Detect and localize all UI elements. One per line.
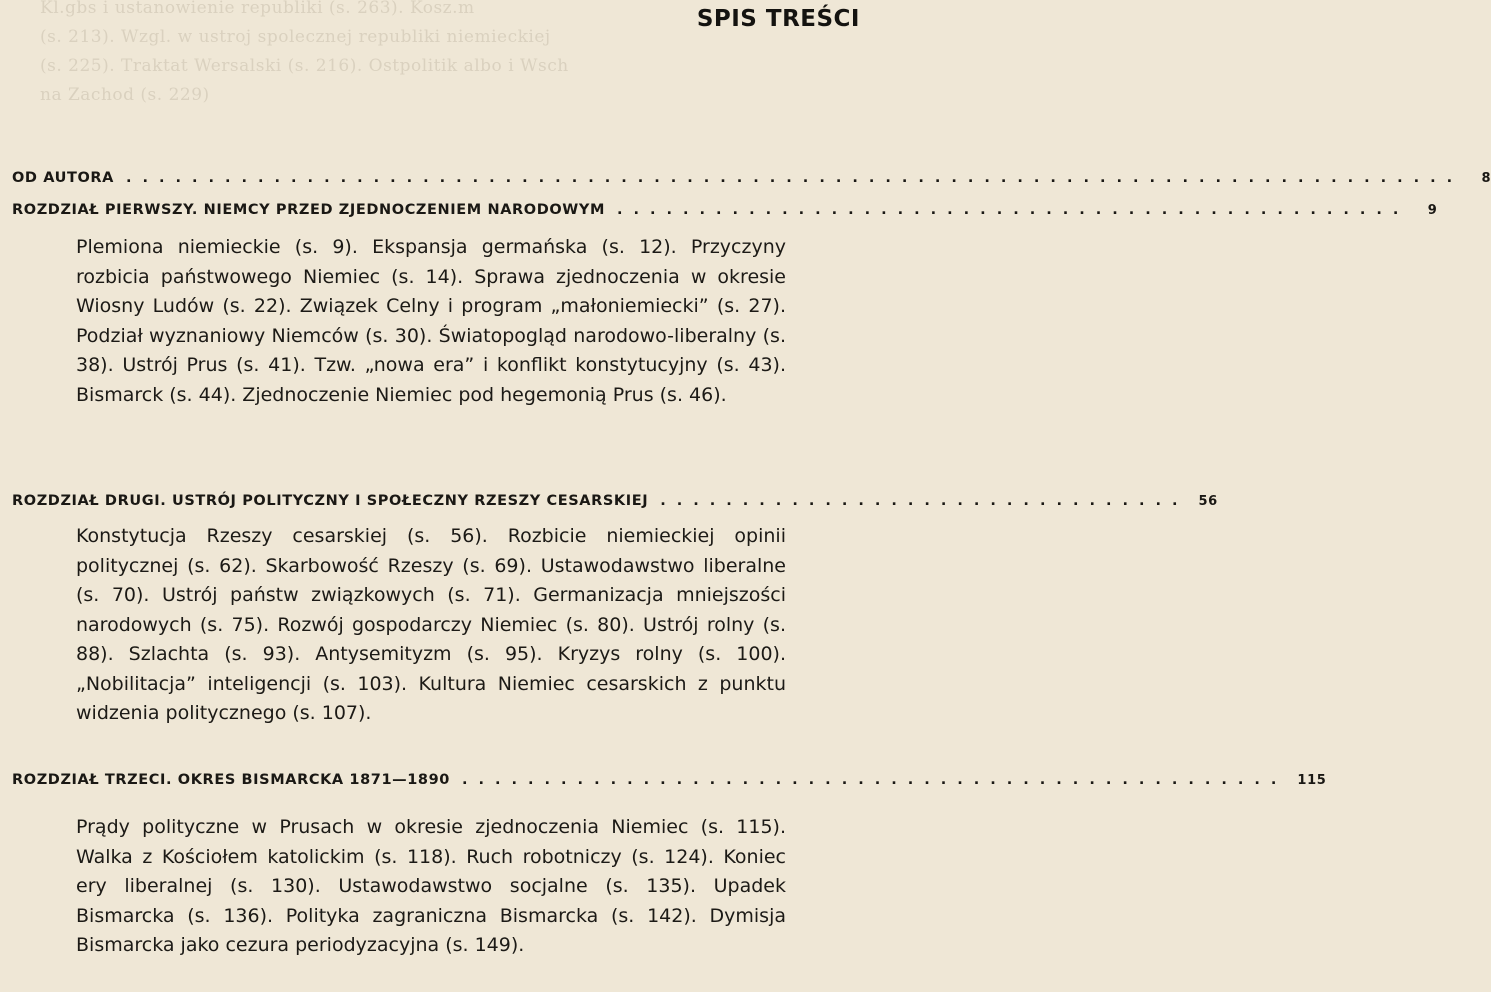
toc-page-number: 8 (1481, 171, 1491, 186)
page-title: SPIS TREŚCI (696, 6, 860, 32)
leader-dots: .................................................. (462, 772, 1288, 788)
chapter-summary: Konstytucja Rzeszy cesarskiej (s. 56). Rozbicie niemieckiej opinii politycznej (s. 62). Skarbowość Rzeszy (s. 69). Ustawodawstwo liberalne (s. 70). Ustrój państw związkowych (s. 71). Germanizacja mniejszości narodowych (s. 75). Rozwój gospodarczy Niemiec (s. 80). Ustrój rolny (s. 88). Szlachta (s. 93). Antysemityzm (s. 95). Kryzys rolny (s. 100). „Nobilitacja” inteligencji (s. 103). Kultura Niemiec cesarskich z punktu widzenia politycznego (s. 107). (76, 525, 786, 724)
chapter-summary: Prądy polityczne w Prusach w okresie zjednoczenia Niemiec (s. 115). Walka z Kościołem katolickim (s. 118). Ruch robotniczy (s. 124). Koniec ery liberalnej (s. 130). Ustawodawstwo socjalne (s. 135). Upadek Bismarcka (s. 136). Polityka zagraniczna Bismarcka (s. 142). Dymisja Bismarcka jako cezura periodyzacyjna (s. 149). (76, 816, 786, 956)
chapter-summary: Plemiona niemieckie (s. 9). Ekspansja germańska (s. 12). Przyczyny rozbicia państwowego Niemiec (s. 14). Sprawa zjednoczenia w okresie Wiosny Ludów (s. 22). Związek Celny i program „małoniemiecki” (s. 27). Podział wyznaniowy Niemców (s. 30). Światopogląd narodowo-liberalny (s. 38). Ustrój Prus (s. 41). Tzw. „nowa era” i konflikt konstytucyjny (s. 43). Bismarck (s. 44). Zjednoczenie Niemiec pod hegemonią Prus (s. 46). (76, 236, 786, 406)
toc-entry-title: ROZDZIAŁ TRZECI. OKRES BISMARCKA 1871—1890 (12, 772, 450, 788)
toc-entry-rozdzial-2[interactable] (12, 493, 1218, 517)
toc-entry-title: ROZDZIAŁ PIERWSZY. NIEMCY PRZED ZJEDNOCZENIEM NARODOWYM (12, 202, 605, 218)
leader-dots: ................................ (660, 493, 1189, 509)
leader-dots: ................................................................................. (125, 170, 1464, 186)
leader-dots: ................................................ (617, 202, 1410, 218)
toc-entry-rozdzial-3[interactable] (12, 772, 1327, 796)
toc-page-number: 9 (1427, 203, 1438, 218)
toc-entry-od-autora[interactable] (12, 170, 1491, 194)
show-through-text: Kl.gbs i ustanowienie republiki (s. 263). Kosz.m (s. 213). Wzgl. w ustroj spolecznej republiki niemieckiej (s. 225). Traktat Wersalski (s. 216). Ostpolitik albo i Wsch na Zachod (s. 229) (40, 0, 569, 105)
toc-page-number: 115 (1297, 773, 1327, 788)
toc-entry-title: ROZDZIAŁ DRUGI. USTRÓJ POLITYCZNY I SPOŁECZNY RZESZY CESARSKIEJ (12, 493, 649, 509)
toc-page-number: 56 (1198, 494, 1218, 509)
toc-entry-rozdzial-1[interactable] (12, 202, 1438, 226)
toc-entry-title: OD AUTORA (12, 170, 114, 186)
